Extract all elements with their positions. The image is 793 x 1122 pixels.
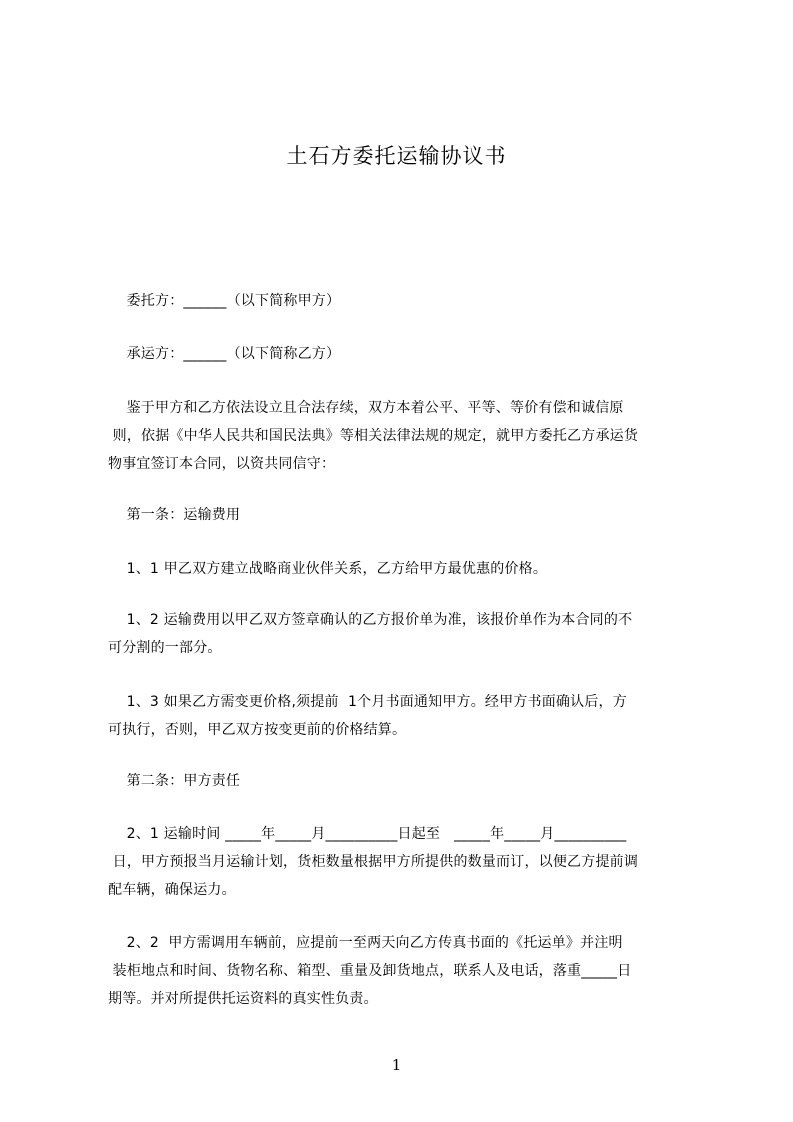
document-title: 土石方委托运输协议书 <box>286 144 507 168</box>
clause-1-2: 1、2 运输费用以甲乙双方签章确认的乙方报价单为准，该报价单作为本合同的不 可分割的一部分。 <box>108 612 633 656</box>
heading-article-1: 第一条：运输费用 <box>108 507 241 523</box>
clause-1-3: 1、3 如果乙方需变更价格,须提前 1个月书面通知甲方。经甲方书面确认后，方 可执行，否则，甲乙双方按变更前的价格结算。 <box>108 694 627 738</box>
paragraph-carrier: 承运方：______（以下简称乙方） <box>108 346 341 362</box>
clause-2-1: 2、1 运输时间 _____年_____月__________日起至 _____年_____月__________ 日，甲方预报当月运输计划，货柜数量根据甲方所提供的数量而订，以便乙方提前调 配车辆，确保运力。 <box>108 826 639 898</box>
heading-article-2: 第二条：甲方责任 <box>108 773 241 789</box>
paragraph-preamble: 鉴于甲方和乙方依法设立且合法存续，双方本着公平、平等、等价有偿和诚信原 则，依据《中华人民共和国民法典》等相关法律法规的规定，就甲方委托乙方承运货 物事宜签订本合同，以资共同信守： <box>108 400 639 472</box>
paragraph-client: 委托方：______（以下简称甲方） <box>108 293 341 309</box>
clause-1-1: 1、1 甲乙双方建立战略商业伙伴关系，乙方给甲方最优惠的价格。 <box>108 561 548 577</box>
clause-2-2: 2、2 甲方需调用车辆前，应提前一至两天向乙方传真书面的《托运单》并注明 装柜地点和时间、货物名称、箱型、重量及卸货地点，联系人及电话，落重_____日 期等。并对所提供托运资料的真实性负责。 <box>108 935 632 1007</box>
page-number: 1 <box>391 1056 402 1074</box>
